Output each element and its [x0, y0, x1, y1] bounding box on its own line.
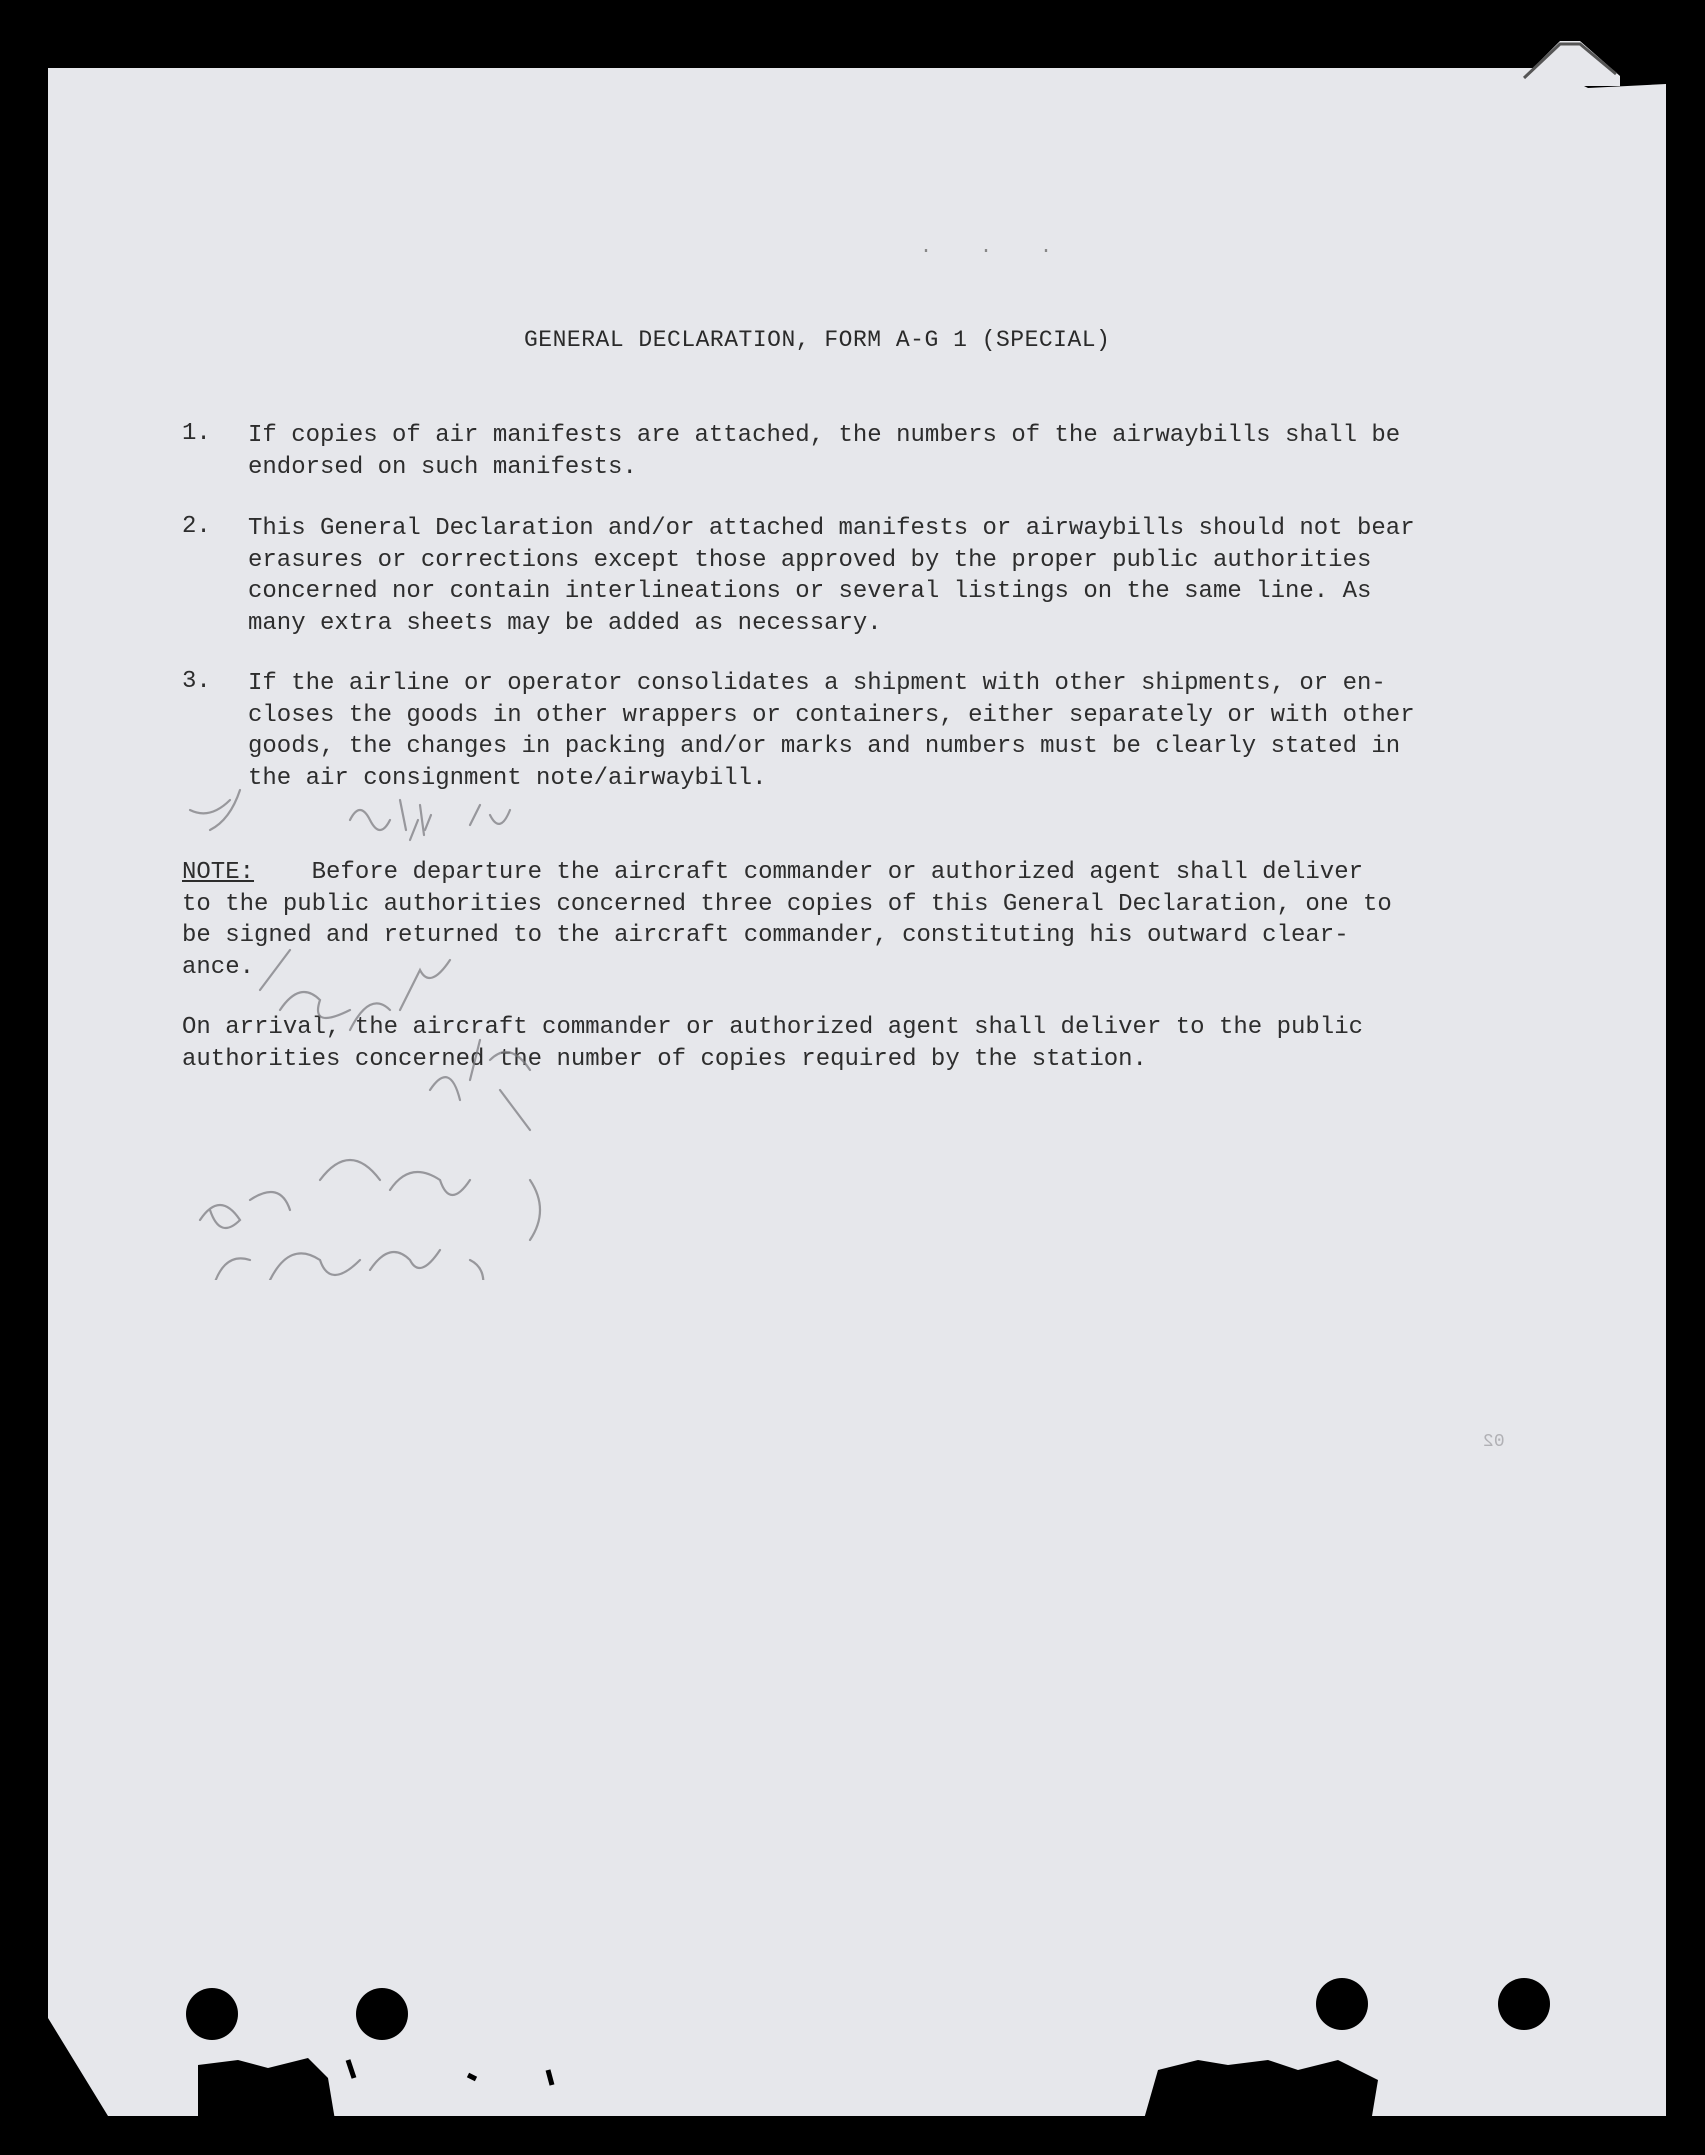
- clause-line: goods, the changes in packing and/or marks and numbers must be clearly stated in: [248, 733, 1401, 760]
- folded-corner: [1520, 36, 1620, 86]
- clause-line: This General Declaration and/or attached manifests or airwaybills should not bear: [248, 515, 1415, 542]
- clause-text: [248, 513, 1522, 639]
- clause-line: If copies of air manifests are attached, the numbers of the airwaybills shall be: [248, 422, 1401, 449]
- clause-1: [182, 420, 1522, 483]
- arrival-line: authorities concerned the number of copies required by the station.: [182, 1045, 1147, 1073]
- clause-line: endorsed on such manifests.: [248, 453, 637, 481]
- note-first-text: Before departure the aircraft commander or authorized agent shall deliver: [311, 859, 1363, 886]
- clause-line: concerned nor contain interlineations or several listings on the same line. As: [248, 578, 1372, 605]
- clause-number: 1.: [182, 420, 211, 447]
- punch-hole: [356, 1988, 408, 2040]
- punch-hole: [186, 1988, 238, 2040]
- punch-hole: [1316, 1978, 1368, 2030]
- handwritten-signature-scribble: [170, 760, 690, 1280]
- clause-line: many extra sheets may be added as necessary.: [248, 609, 882, 637]
- clause-line: If the airline or operator consolidates a shipment with other shipments, or en-: [248, 670, 1386, 697]
- stray-marks: · · ·: [920, 240, 1071, 263]
- clause-line: erasures or corrections except those approved by the proper public authorities: [248, 546, 1372, 574]
- form-title: GENERAL DECLARATION, FORM A-G 1 (SPECIAL): [524, 327, 1111, 353]
- clause-text: [248, 420, 1522, 483]
- note-line: be signed and returned to the aircraft commander, constituting his outward clear-: [182, 922, 1349, 949]
- clause-number: 3.: [182, 668, 211, 695]
- clause-2: [182, 513, 1522, 639]
- punch-hole: [1498, 1978, 1550, 2030]
- clause-line: closes the goods in other wrappers or containers, either separately or with other: [248, 701, 1415, 729]
- clause-line: the air consignment note/airwaybill.: [248, 764, 767, 792]
- note-line: ance.: [182, 953, 255, 981]
- note-label: NOTE:: [182, 859, 255, 886]
- note-line: to the public authorities concerned three copies of this General Declaration, one to: [182, 890, 1392, 918]
- arrival-line: On arrival, the aircraft commander or authorized agent shall deliver to the public: [182, 1014, 1363, 1041]
- torn-bottom-edge: [48, 2040, 1666, 2155]
- clause-number: 2.: [182, 513, 211, 540]
- bleed-through-mark: 02: [1483, 1432, 1505, 1452]
